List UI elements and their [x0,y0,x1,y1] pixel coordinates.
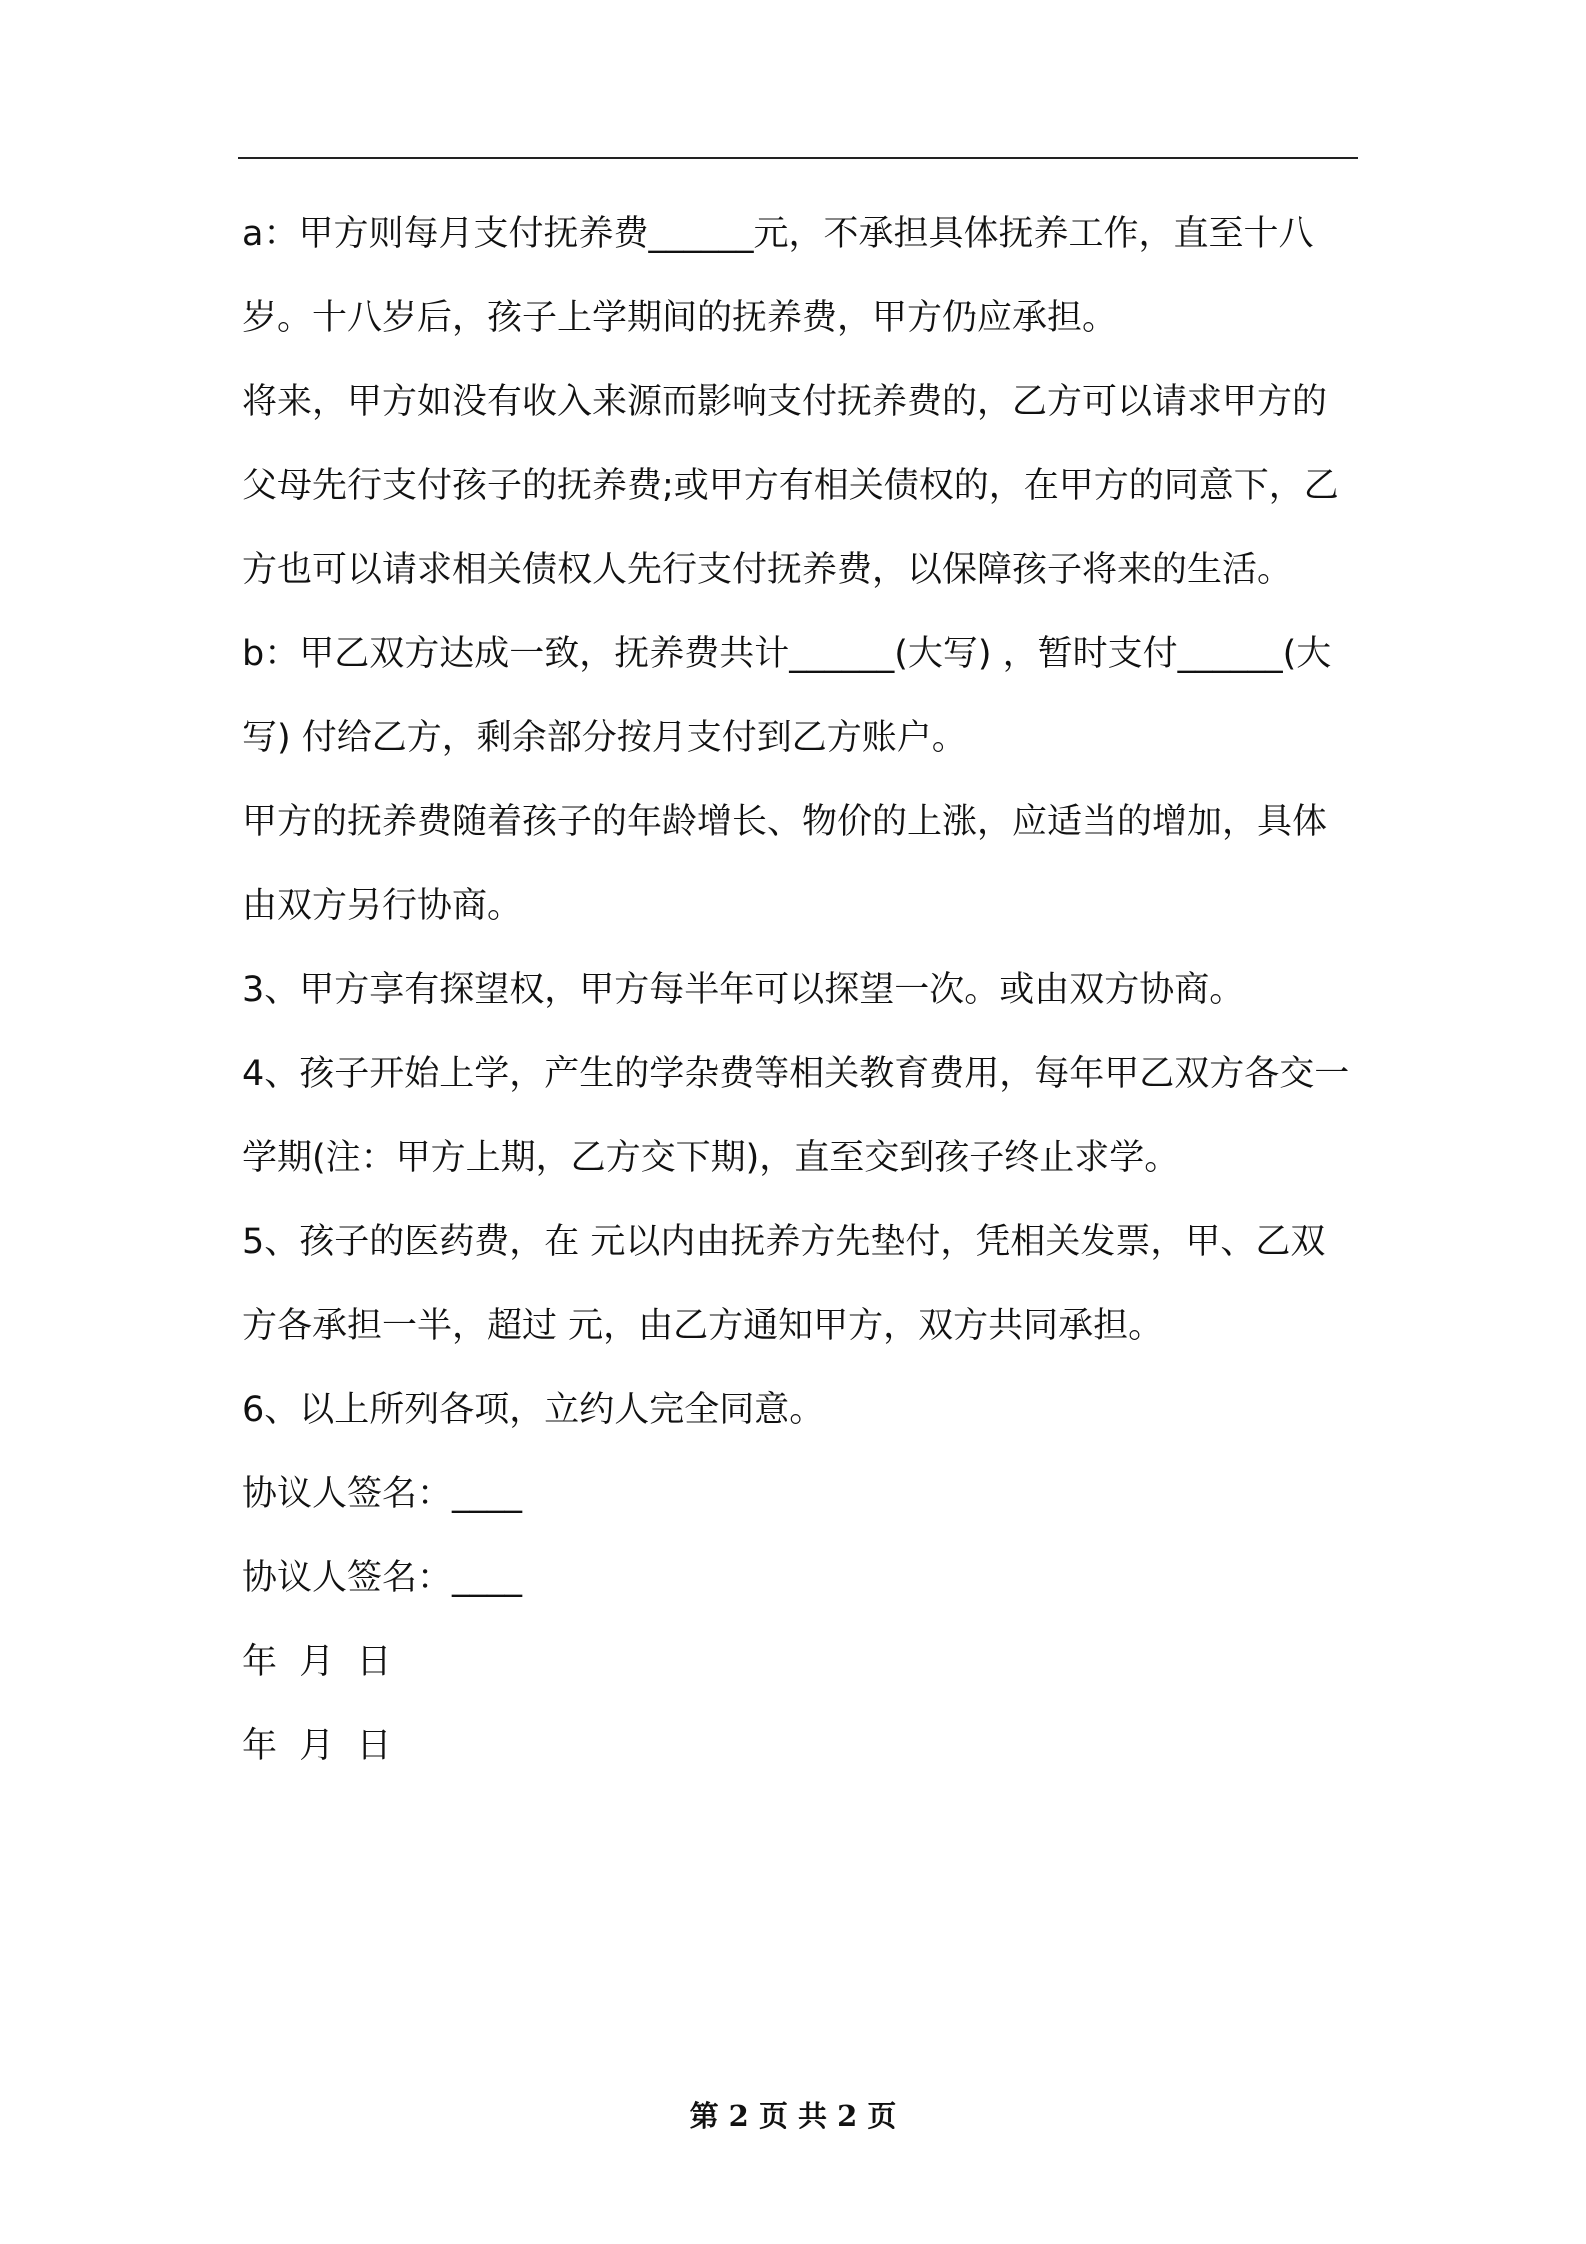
header-rule [238,157,1358,159]
signature-line-1: 协议人签名：____ [242,1474,523,1514]
clause-future-support: 将来，甲方如没有收入来源而影响支付抚养费的，乙方可以请求甲方的父母先行支付孩子的抚养费;或甲方有相关债权的，在甲方的同意下，乙方也可以请求相关债权人先行支付抚养费，以保障孩子将来的生活。 [242,382,1339,590]
page-number-footer: 第 2 页 共 2 页 [689,2099,897,2133]
clause-3-visitation: 3、甲方享有探望权，甲方每半年可以探望一次。或由双方协商。 [242,970,1245,1010]
clause-6-agreement: 6、以上所列各项，立约人完全同意。 [242,1390,825,1430]
clause-5-medical: 5、孩子的医药费，在 元以内由抚养方先垫付，凭相关发票，甲、乙双方各承担一半，超过 元，由乙方通知甲方，双方共同承担。 [242,1222,1326,1346]
date-line-1: 年 月 日 [242,1642,392,1682]
clause-support-increase: 甲方的抚养费随着孩子的年龄增长、物价的上涨，应适当的增加，具体由双方另行协商。 [242,802,1328,926]
date-line-2: 年 月 日 [242,1726,392,1766]
clause-4-education: 4、孩子开始上学，产生的学杂费等相关教育费用，每年甲乙双方各交一学期(注：甲方上期，乙方交下期)，直至交到孩子终止求学。 [242,1054,1350,1178]
clause-a-monthly-support: a：甲方则每月支付抚养费______元，不承担具体抚养工作，直至十八岁。十八岁后，孩子上学期间的抚养费，甲方仍应承担。 [242,214,1314,338]
document-body [242,192,1358,1788]
clause-b-lump-sum: b：甲乙双方达成一致，抚养费共计______(大写) ，暂时支付______(大写) 付给乙方，剩余部分按月支付到乙方账户。 [242,634,1332,758]
signature-line-2: 协议人签名：____ [242,1558,523,1598]
